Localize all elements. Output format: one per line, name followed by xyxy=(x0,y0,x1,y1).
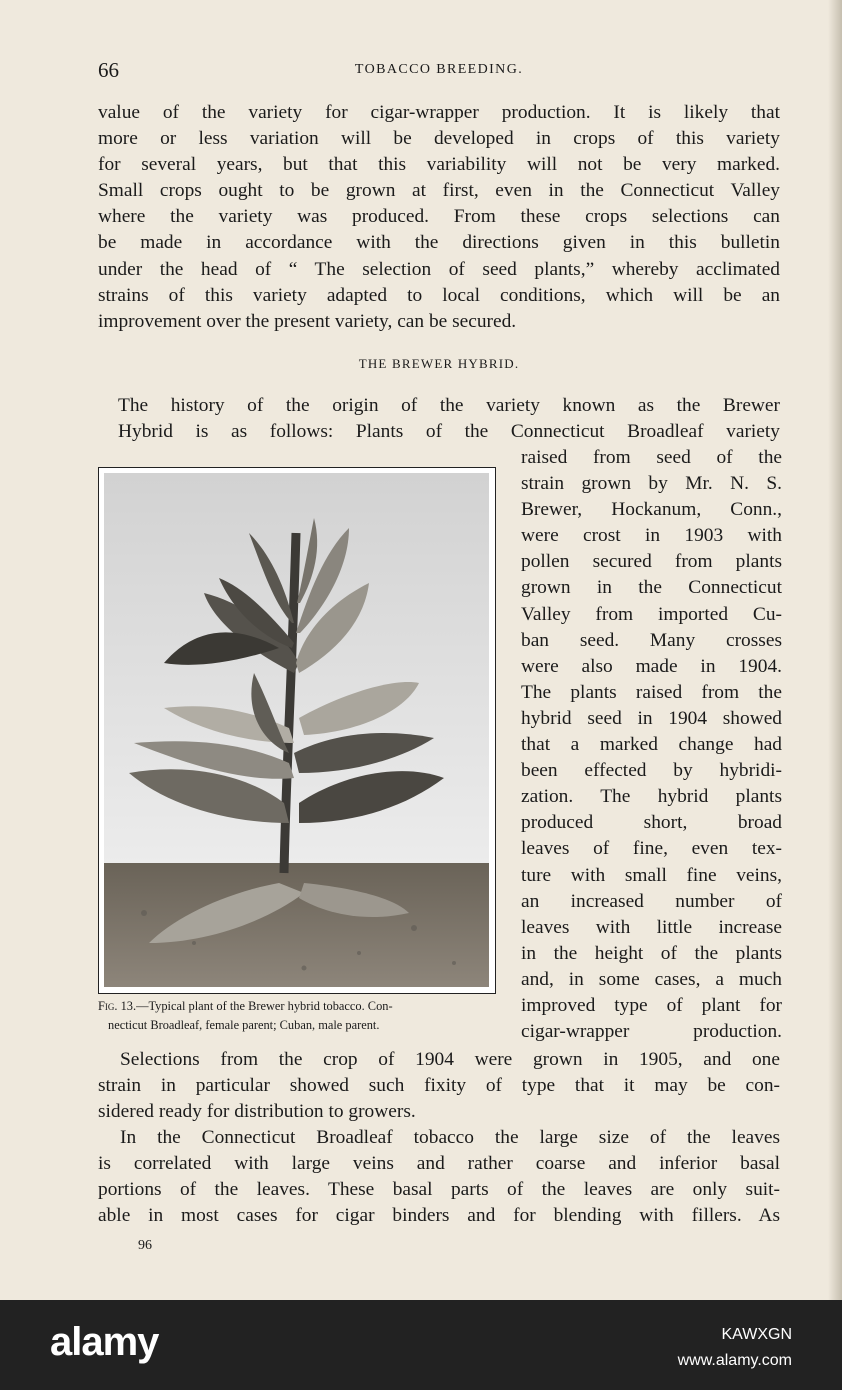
text-line: grown in the Connecticut xyxy=(521,577,782,599)
figure-caption xyxy=(98,997,518,1035)
caption-line-1: —Typical plant of the Brewer hybrid tobacco. Con- xyxy=(136,999,393,1013)
text-line: ban seed. Many crosses xyxy=(521,629,782,651)
text-line: Valley from imported Cu- xyxy=(521,603,782,625)
footer-signature-mark: 96 xyxy=(138,1238,152,1253)
text-line: Hybrid is as follows: Plants of the Connecticut Broadleaf variety xyxy=(118,421,780,443)
page-number: 66 xyxy=(98,58,119,82)
text-line: zation. The hybrid plants xyxy=(521,786,782,808)
text-line: be made in accordance with the directions given in this bulletin xyxy=(98,232,780,254)
text-line: leaves of fine, even tex- xyxy=(521,838,782,860)
stock-watermark-bar xyxy=(0,1300,842,1390)
text-line: raised from seed of the xyxy=(521,447,782,468)
figure-label: Fig. 13. xyxy=(98,999,137,1013)
text-line: improvement over the present variety, can be secured. xyxy=(98,310,517,332)
stock-logo: alamy xyxy=(50,1320,159,1364)
text-line: were crost in 1903 with xyxy=(521,525,782,547)
text-line: hybrid seed in 1904 showed xyxy=(521,707,782,729)
history-paragraph-wrapped xyxy=(521,445,782,1045)
text-line: for several years, but that this variability will not be very marked. xyxy=(98,154,780,176)
text-line: The plants raised from the xyxy=(521,681,782,703)
text-line: cigar-wrapper production. xyxy=(521,1021,782,1043)
text-line: strain grown by Mr. N. S. xyxy=(521,473,782,495)
text-line: leaves with little increase xyxy=(521,916,782,938)
text-line: portions of the leaves. These basal parts of the leaves are only suit- xyxy=(98,1179,780,1201)
stock-url: www.alamy.com xyxy=(677,1352,792,1369)
section-heading: THE BREWER HYBRID. xyxy=(358,356,520,371)
stock-image-info xyxy=(678,1322,792,1374)
text-line: Brewer, Hockanum, Conn., xyxy=(521,499,782,521)
text-line: value of the variety for cigar-wrapper production. It is likely that xyxy=(98,102,780,123)
text-line: where the variety was produced. From these crops selections can xyxy=(98,206,780,228)
stock-image-id: KAWXGN xyxy=(721,1326,792,1343)
text-line: pollen secured from plants xyxy=(521,551,782,573)
selection-paragraph xyxy=(98,1047,780,1125)
text-line: ture with small fine veins, xyxy=(521,864,782,886)
text-line: In the Connecticut Broadleaf tobacco the large size of the leaves xyxy=(120,1127,780,1148)
broadleaf-paragraph xyxy=(98,1125,780,1229)
caption-line-2: necticut Broadleaf, female parent; Cuban, male parent. xyxy=(108,1018,380,1032)
tobacco-plant-photo xyxy=(104,473,489,987)
text-line: is correlated with large veins and rather coarse and inferior basal xyxy=(98,1153,780,1175)
text-line: strain in particular showed such fixity of type that it may be con- xyxy=(98,1075,780,1097)
text-line: and, in some cases, a much xyxy=(521,968,782,990)
text-line: more or less variation will be developed in crops of this variety xyxy=(98,128,780,150)
text-line: that a marked change had xyxy=(521,734,782,756)
running-header xyxy=(98,58,780,82)
text-line: under the head of “ The selection of seed plants,” whereby acclimated xyxy=(98,258,780,280)
text-line: The history of the origin of the variety known as the Brewer xyxy=(118,395,780,416)
text-line: sidered ready for distribution to growers. xyxy=(98,1101,416,1123)
text-line: produced short, broad xyxy=(521,812,782,834)
running-title: TOBACCO BREEDING. xyxy=(354,62,524,77)
text-line: strains of this variety adapted to local conditions, which will be an xyxy=(98,284,780,306)
text-line: Selections from the crop of 1904 were grown in 1905, and one xyxy=(120,1049,780,1070)
figure-13 xyxy=(98,467,496,994)
text-line: been effected by hybridi- xyxy=(521,760,782,782)
text-line: an increased number of xyxy=(521,890,782,912)
text-line: improved type of plant for xyxy=(521,994,782,1016)
history-paragraph-start xyxy=(98,393,780,445)
text-line: able in most cases for cigar binders and for blending with fillers. As xyxy=(98,1205,780,1227)
text-line: Small crops ought to be grown at first, even in the Connecticut Valley xyxy=(98,180,780,202)
intro-paragraph xyxy=(98,100,780,335)
text-line: in the height of the plants xyxy=(521,942,782,964)
text-line: were also made in 1904. xyxy=(521,655,782,677)
